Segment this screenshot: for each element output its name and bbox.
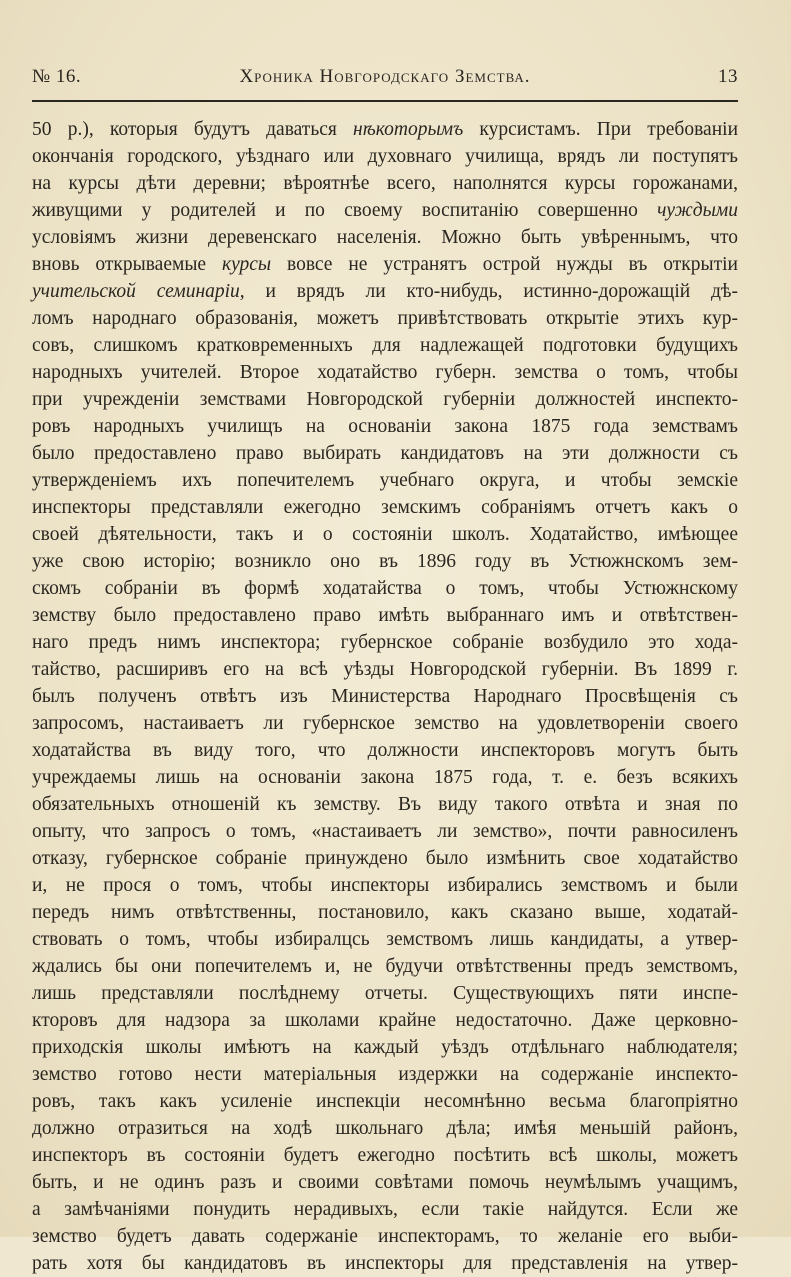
text-run: народныхъ учителей. Второе ходатайство губерн. земства о томъ, чтобы <box>32 362 738 383</box>
text-line <box>32 521 738 548</box>
text-line <box>32 224 738 251</box>
text-run: кторовъ для надзора за школами крайне недостаточно. Даже церковно- <box>32 1010 738 1031</box>
text-line <box>32 899 738 926</box>
text-line <box>32 818 738 845</box>
text-run: передъ нимъ отвѣтственны, постановило, какъ сказано выше, ходатай- <box>32 902 738 923</box>
text-line <box>32 494 738 521</box>
text-run: 50 р.), которыя будутъ даваться <box>32 119 354 140</box>
text-run: утвержденіемъ ихъ попечителемъ учебнаго округа, и чтобы земскіе <box>32 470 738 491</box>
text-run: ходатайства въ виду того, что должности инспекторовъ могутъ быть <box>32 740 738 761</box>
text-run: было предоставлено право выбирать кандидатовъ на эти должности съ <box>32 443 738 464</box>
text-run: своей дѣятельности, такъ и о состояніи школъ. Ходатайство, имѣющее <box>32 524 738 545</box>
text-line <box>32 332 738 359</box>
body-text <box>32 116 738 1277</box>
text-run: скомъ собраніи въ формѣ ходатайства о томъ, чтобы Устюжнскому <box>32 578 738 599</box>
text-run: инспекторъ въ состояніи будетъ ежегодно посѣтить всѣ школы, можетъ <box>32 1145 738 1166</box>
text-run: земство будетъ давать содержаніе инспекторамъ, то желаніе его выби- <box>32 1226 738 1247</box>
text-run: быть, и не одинъ разъ и своими совѣтами помочь неумѣлымъ учащимъ, <box>32 1172 738 1193</box>
text-run: условіямъ жизни деревенскаго населенія. Можно быть увѣреннымъ, что <box>32 227 738 248</box>
text-line <box>32 1061 738 1088</box>
text-line <box>32 764 738 791</box>
text-line <box>32 440 738 467</box>
text-line <box>32 467 738 494</box>
text-run: и, не прося о томъ, чтобы инспекторы избирались земствомъ и были <box>32 875 738 896</box>
text-line <box>32 1007 738 1034</box>
text-run: рать хотя бы кандидатовъ въ инспекторы для представленія на утвер- <box>32 1253 738 1274</box>
text-run: при учрежденіи земствами Новгородской губерніи должностей инспекто- <box>32 389 738 410</box>
text-run: инспекторы представляли ежегодно земскимъ собраніямъ отчетъ какъ о <box>32 497 738 518</box>
text-line <box>32 548 738 575</box>
text-line <box>32 251 738 278</box>
text-line <box>32 386 738 413</box>
italic-text: чуждыми <box>657 200 738 221</box>
text-line <box>32 872 738 899</box>
text-run: запросомъ, настаиваетъ ли губернское земство на удовлетвореніи своего <box>32 713 738 734</box>
text-line <box>32 656 738 683</box>
italic-text: учительской семинаріи, <box>32 281 245 302</box>
text-line <box>32 980 738 1007</box>
text-line <box>32 845 738 872</box>
text-line <box>32 926 738 953</box>
text-run: ствовать о томъ, чтобы избиралцсь земствомъ лишь кандидаты, а утвер- <box>32 929 738 950</box>
text-line <box>32 116 738 143</box>
text-run: отказу, губернское собраніе принуждено было измѣнить свое ходатайство <box>32 848 738 869</box>
text-line <box>32 1034 738 1061</box>
header-rule <box>32 100 738 102</box>
text-run: учреждаемы лишь на основаніи закона 1875 года, т. е. безъ всякихъ <box>32 767 738 788</box>
text-line <box>32 413 738 440</box>
text-line <box>32 359 738 386</box>
text-line <box>32 197 738 224</box>
text-run: и врядъ ли кто-нибудь, истинно-дорожащій дѣ- <box>244 281 738 302</box>
text-run: совъ, слишкомъ кратковременныхъ для надлежащей подготовки будущихъ <box>32 335 738 356</box>
italic-text: нѣкоторымъ <box>353 119 464 140</box>
text-run: земство готово нести матеріальныя издержки на содержаніе инспекто- <box>32 1064 738 1085</box>
text-run: обязательныхъ отношеній къ земству. Въ виду такого отвѣта и зная по <box>32 794 738 815</box>
text-run: лишь представляли послѣднему отчеты. Существующихъ пяти инспе- <box>32 983 738 1004</box>
text-run: уже свою исторію; возникло оно въ 1896 году въ Устюжнскомъ зем- <box>32 551 738 572</box>
text-run: окончанія городского, уѣзднаго или духовнаго училища, врядъ ли поступятъ <box>32 146 738 167</box>
running-header <box>32 66 738 98</box>
text-line <box>32 710 738 737</box>
text-line <box>32 1142 738 1169</box>
text-run: приходскія школы имѣютъ на каждый уѣздъ отдѣльнаго наблюдателя; <box>32 1037 738 1058</box>
text-line <box>32 278 738 305</box>
text-run: тайство, расширивъ его на всѣ уѣзды Новгородской губерніи. Въ 1899 г. <box>32 659 738 680</box>
journal-title: Хроника Новгородскаго Земства. <box>239 66 531 87</box>
text-run: ломъ народнаго образованія, можетъ привѣтствовать открытіе этихъ кур- <box>32 308 738 329</box>
text-run: живущими у родителей и по своему воспитанію совершенно <box>32 200 658 221</box>
text-run: былъ полученъ отвѣтъ изъ Министерства Народнаго Просвѣщенія съ <box>32 686 738 707</box>
text-run: на курсы дѣти деревни; вѣроятнѣе всего, наполнятся курсы горожанами, <box>32 173 738 194</box>
text-run: вовсе не устранятъ острой нужды въ открытіи <box>271 254 738 275</box>
issue-number: № 16. <box>32 66 82 87</box>
text-line <box>32 1088 738 1115</box>
text-line <box>32 683 738 710</box>
text-run: земству было предоставлено право имѣть выбраннаго имъ и отвѣтствен- <box>32 605 738 626</box>
text-line <box>32 170 738 197</box>
text-line <box>32 1250 738 1277</box>
text-line <box>32 143 738 170</box>
text-line <box>32 1115 738 1142</box>
text-line <box>32 602 738 629</box>
text-run: должно отразиться на ходѣ школьнаго дѣла; имѣя меньшій районъ, <box>32 1118 738 1139</box>
page-number: 13 <box>718 66 738 87</box>
text-run: вновь открываемые <box>32 254 222 275</box>
text-line <box>32 1196 738 1223</box>
text-line <box>32 953 738 980</box>
text-run: опыту, что запросъ о томъ, «настаиваетъ ли земство», почти равносиленъ <box>32 821 738 842</box>
text-line <box>32 575 738 602</box>
text-run: наго предъ нимъ инспектора; губернское собраніе возбудило это хода- <box>32 632 738 653</box>
italic-text: курсы <box>221 254 272 275</box>
text-run: ждались бы они попечителемъ и, не будучи отвѣтственны предъ земствомъ, <box>32 956 738 977</box>
text-run: ровъ, такъ какъ усиленіе инспекціи несомнѣнно весьма благопріятно <box>32 1091 738 1112</box>
text-line <box>32 305 738 332</box>
text-run: ровъ народныхъ училищъ на основаніи закона 1875 года земствамъ <box>32 416 738 437</box>
text-line <box>32 791 738 818</box>
text-run: курсистамъ. При требованіи <box>463 119 738 140</box>
text-run: а замѣчаніями понудить нерадивыхъ, если такіе найдутся. Если же <box>32 1199 738 1220</box>
text-line <box>32 1169 738 1196</box>
text-line <box>32 737 738 764</box>
text-line <box>32 629 738 656</box>
